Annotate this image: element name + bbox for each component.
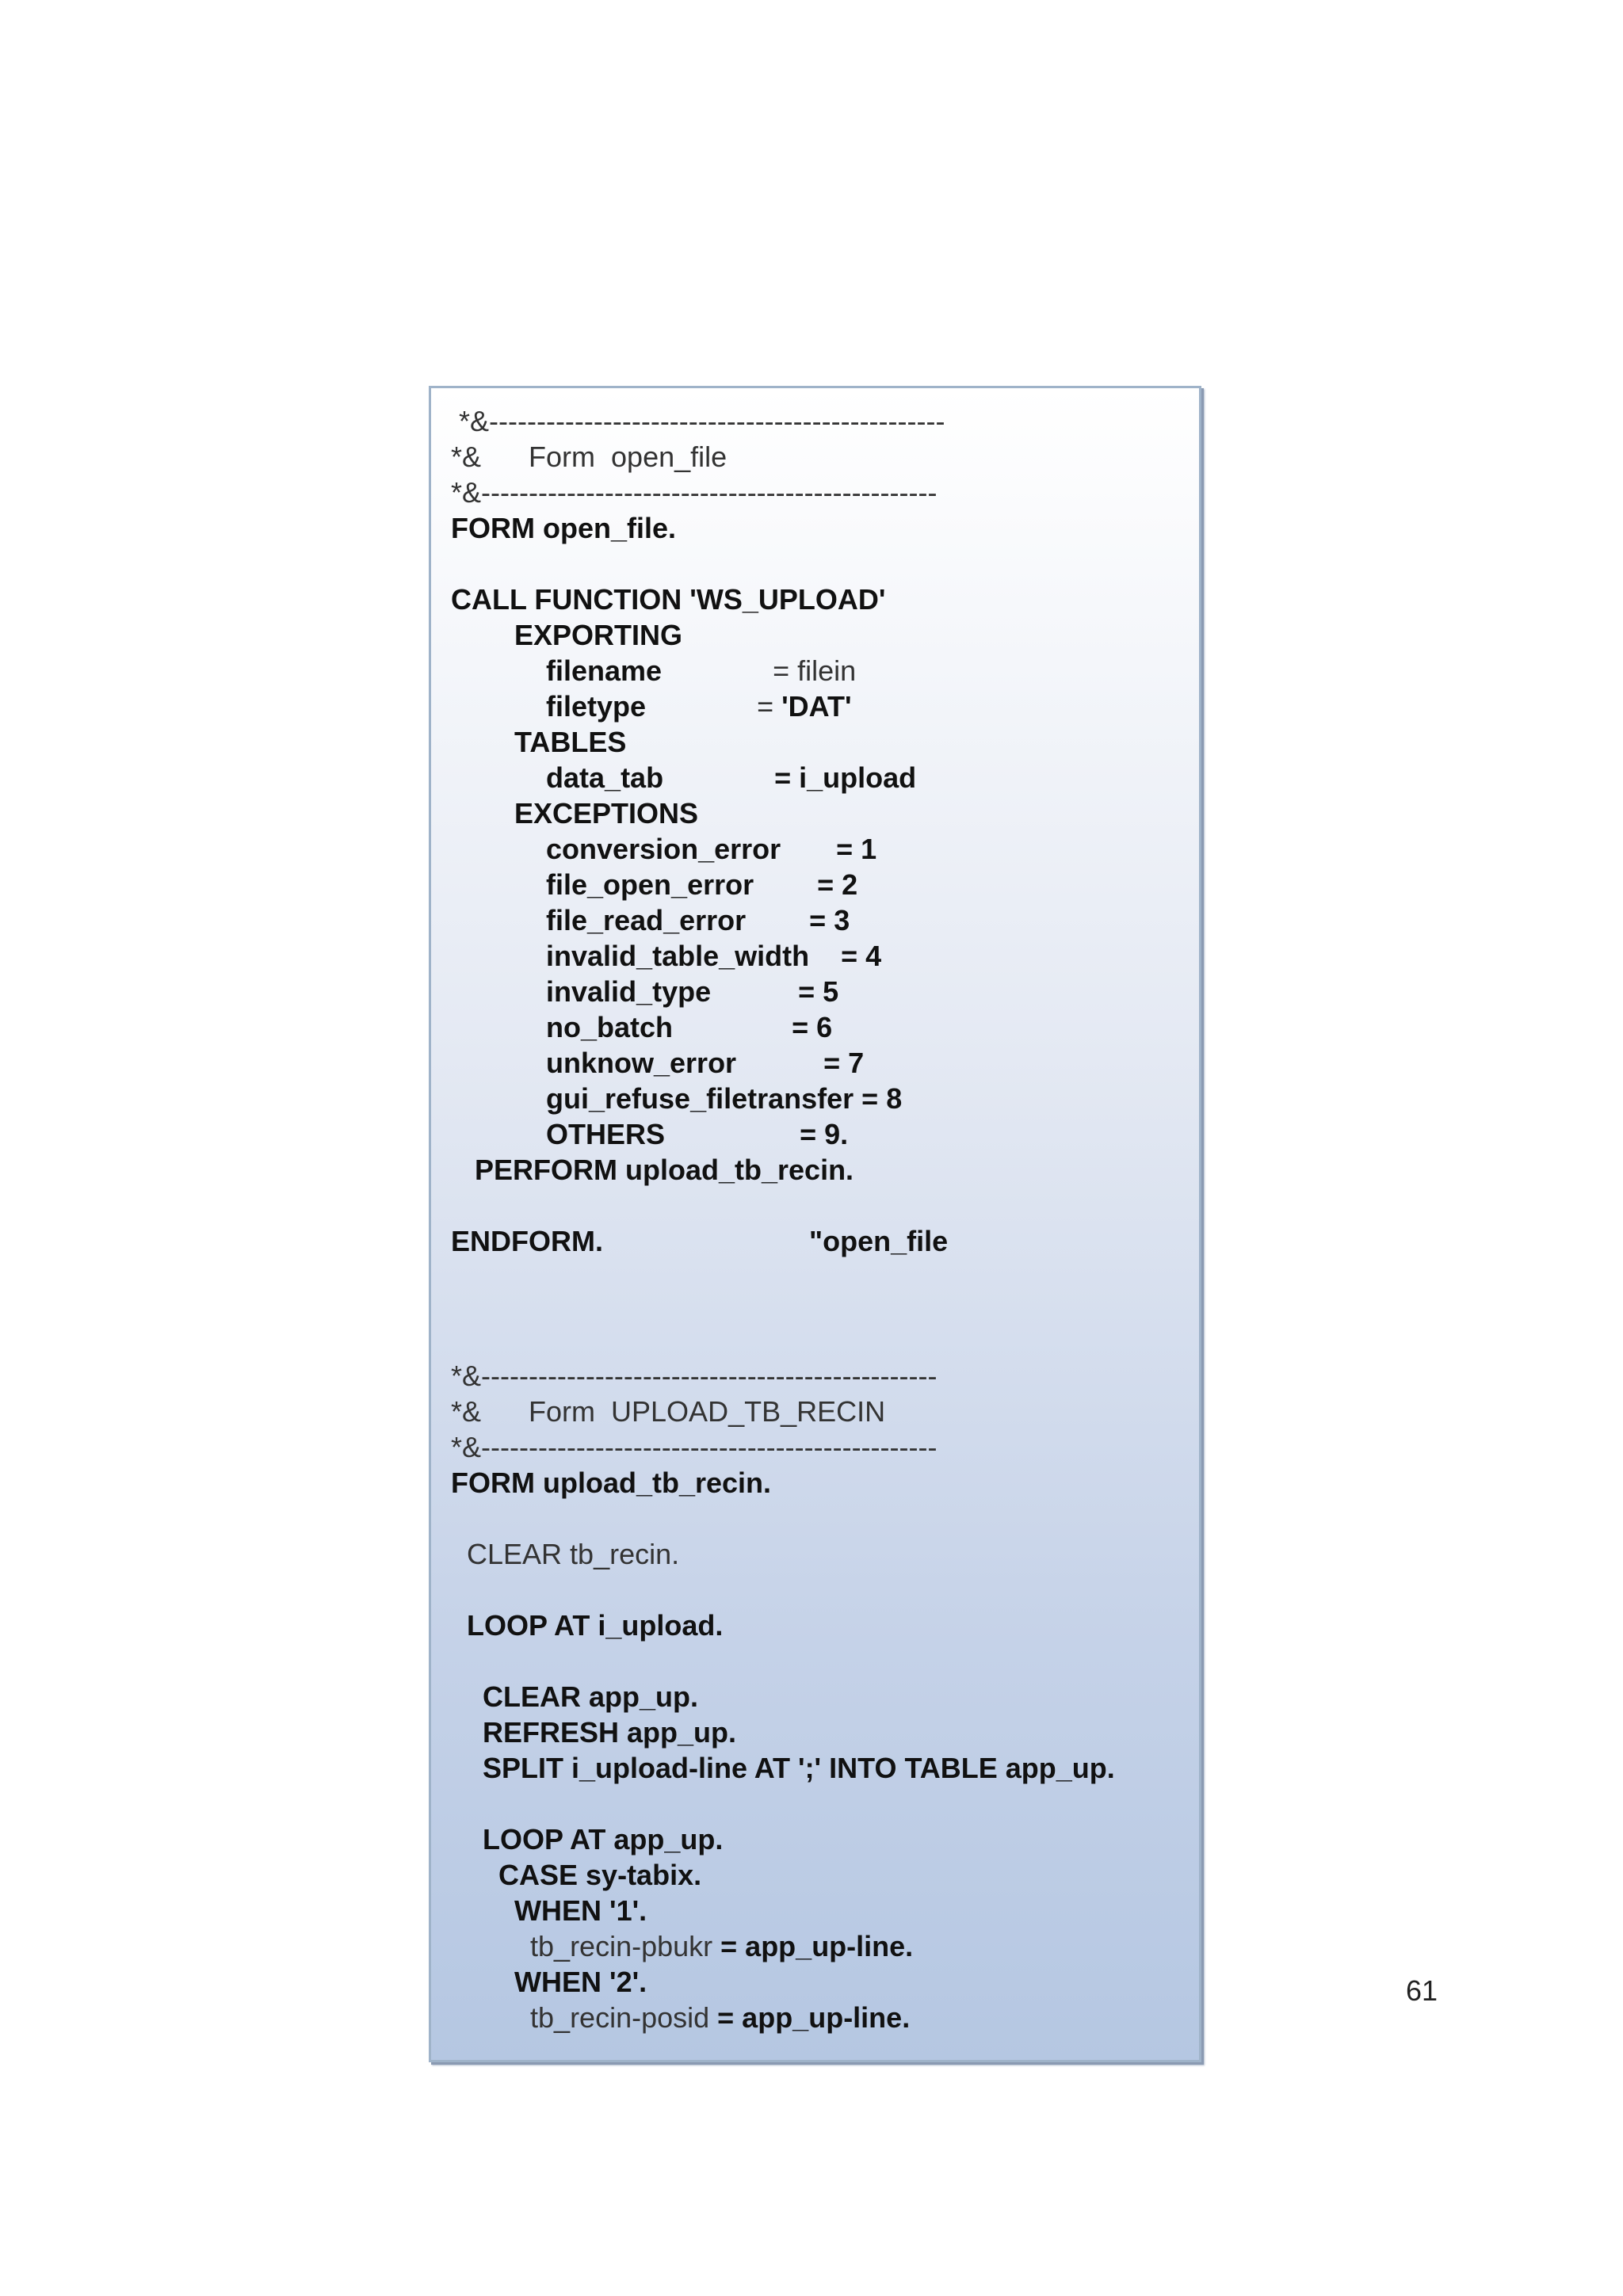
code-segment: tb_recin-posid — [451, 2001, 710, 2034]
code-line — [451, 1359, 937, 1394]
code-line — [451, 582, 885, 617]
code-segment: CASE sy-tabix. — [451, 1859, 702, 1891]
code-line — [451, 1858, 701, 1893]
code-segment: = app_up-line. — [709, 2001, 911, 2034]
code-segment: EXPORTING — [451, 619, 683, 651]
code-segment: *&------------------------------------------------ — [451, 476, 938, 509]
code-line — [451, 1715, 736, 1750]
code-line — [451, 1894, 647, 1928]
code-line — [451, 1224, 948, 1259]
code-segment: tb_recin-pbukr — [451, 1930, 713, 1962]
code-line — [451, 903, 850, 938]
code-line — [451, 1081, 902, 1116]
code-segment: filename — [451, 654, 663, 687]
code-line — [451, 440, 727, 475]
code-segment: file_open_error = 2 — [451, 868, 858, 901]
code-segment: no_batch = 6 — [451, 1011, 833, 1043]
code-line — [451, 654, 856, 688]
code-segment: CLEAR app_up. — [451, 1680, 699, 1713]
code-segment: *&------------------------------------------------ — [451, 405, 945, 437]
code-line — [451, 1046, 864, 1081]
code-segment: REFRESH app_up. — [451, 1716, 737, 1749]
code-listing-box — [429, 386, 1201, 2062]
code-segment: FORM upload_tb_recin. — [451, 1466, 772, 1499]
code-segment: WHEN '1'. — [451, 1894, 647, 1927]
code-line — [451, 2000, 910, 2035]
code-line — [451, 939, 881, 974]
page-number: 61 — [1406, 1974, 1438, 2007]
code-segment: PERFORM upload_tb_recin. — [451, 1154, 854, 1186]
code-line — [451, 974, 838, 1009]
code-segment: SPLIT i_upload-line AT ';' INTO TABLE app_up. — [451, 1752, 1115, 1784]
code-segment: file_read_error = 3 — [451, 904, 850, 936]
code-line — [451, 868, 857, 902]
code-segment: = — [646, 690, 782, 723]
code-segment: 'DAT' — [781, 690, 852, 723]
code-line — [451, 1965, 647, 2000]
code-segment: *&------------------------------------------------ — [451, 1431, 938, 1463]
code-line — [451, 475, 937, 510]
code-segment: gui_refuse_filetransfer = 8 — [451, 1082, 903, 1115]
code-line — [451, 404, 945, 439]
code-segment: CLEAR tb_recin. — [451, 1538, 680, 1570]
code-line — [451, 1751, 1115, 1786]
code-segment: invalid_type = 5 — [451, 975, 839, 1008]
code-segment: *& Form UPLOAD_TB_RECIN — [451, 1395, 886, 1428]
code-line — [451, 511, 676, 546]
code-segment: invalid_table_width = 4 — [451, 940, 882, 972]
code-line — [451, 1608, 723, 1643]
code-line — [451, 1537, 679, 1572]
code-line — [451, 761, 916, 795]
code-segment: conversion_error = 1 — [451, 833, 877, 865]
code-segment: OTHERS = 9. — [451, 1118, 849, 1150]
code-segment: CALL FUNCTION 'WS_UPLOAD' — [451, 583, 886, 616]
code-segment: LOOP AT app_up. — [451, 1823, 724, 1855]
code-line — [451, 1117, 848, 1152]
code-segment: filetype — [451, 690, 647, 723]
code-segment: *&------------------------------------------------ — [451, 1360, 938, 1392]
code-line — [451, 725, 626, 760]
code-segment: = filein — [662, 654, 857, 687]
code-line — [451, 1929, 913, 1964]
code-segment: LOOP AT i_upload. — [451, 1609, 724, 1642]
code-line — [451, 689, 852, 724]
code-line — [451, 1394, 885, 1429]
code-line — [451, 1430, 937, 1465]
code-line — [451, 1153, 854, 1188]
code-segment: FORM open_file. — [451, 512, 677, 544]
code-segment: unknow_error = 7 — [451, 1047, 865, 1079]
code-line — [451, 1822, 723, 1857]
code-segment: EXCEPTIONS — [451, 797, 699, 830]
code-segment: data_tab = i_upload — [451, 761, 917, 794]
code-segment: TABLES — [451, 726, 627, 758]
code-segment: WHEN '2'. — [451, 1966, 647, 1998]
code-line — [451, 1680, 698, 1714]
code-line — [451, 1010, 832, 1045]
code-segment: ENDFORM. "open_file — [451, 1225, 949, 1257]
code-line — [451, 832, 876, 867]
code-line — [451, 1466, 771, 1501]
code-segment: *& Form open_file — [451, 441, 727, 473]
code-line — [451, 618, 682, 653]
code-line — [451, 796, 698, 831]
code-segment: = app_up-line. — [712, 1930, 914, 1962]
